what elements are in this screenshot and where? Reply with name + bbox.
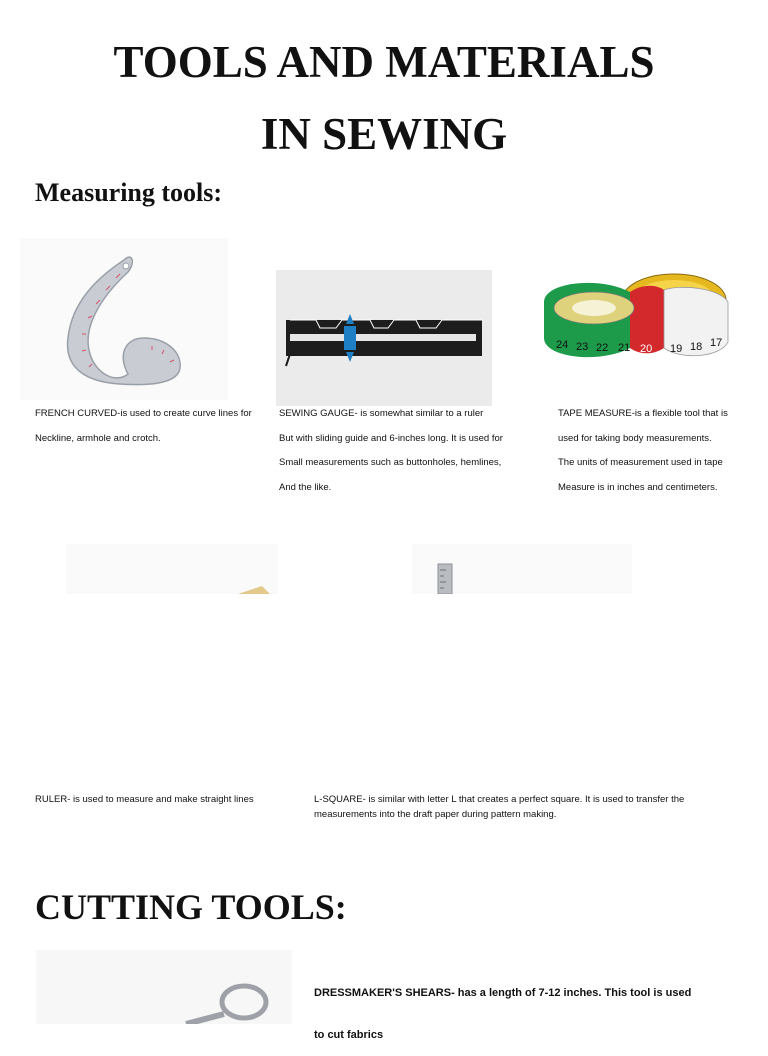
tape-number: 18: [690, 341, 703, 353]
caption-line: to cut fabrics: [314, 1029, 384, 1041]
measuring-tools-heading: Measuring tools:: [35, 178, 223, 207]
l-square-image: [412, 544, 632, 594]
sewing-gauge-image: [276, 270, 492, 406]
caption-line: RULER- is used to measure and make straight lines: [35, 794, 254, 805]
page-title-line-1: TOOLS AND MATERIALS: [113, 37, 655, 87]
page-title-line-2: IN SEWING: [260, 109, 508, 159]
sewing-gauge-caption: [279, 402, 529, 500]
caption-line: measurements into the draft paper during pattern making.: [314, 809, 557, 820]
shears-caption: [314, 972, 754, 1056]
caption-line: And the like.: [279, 481, 332, 493]
caption-line: DRESSMAKER'S SHEARS- has a length of 7-12 inches. This tool is used: [314, 987, 692, 999]
tape-measure-image: [530, 262, 740, 374]
tape-number: 22: [596, 342, 609, 354]
caption-line: used for taking body measurements.: [558, 432, 712, 444]
cutting-tools-heading: CUTTING TOOLS:: [35, 887, 347, 927]
tape-number: 21: [618, 342, 631, 354]
tape-number: 20: [640, 343, 653, 355]
caption-line: SEWING GAUGE- is somewhat similar to a ruler: [279, 408, 484, 419]
shears-image: [36, 950, 292, 1024]
french-curve-caption: [35, 402, 270, 451]
l-square-caption: [314, 792, 754, 822]
caption-line: Measure is in inches and centimeters.: [558, 481, 718, 493]
caption-line: L-SQUARE- is similar with letter L that creates a perfect square. It is used to transfer the: [314, 794, 685, 805]
french-curve-image: [20, 238, 228, 400]
tape-number: 17: [710, 337, 723, 349]
tape-number: 24: [556, 339, 569, 351]
tape-measure-caption: [558, 402, 758, 500]
caption-line: TAPE MEASURE-is a flexible tool that is: [558, 408, 728, 419]
caption-line: But with sliding guide and 6-inches long. It is used for: [279, 432, 503, 444]
tape-number: 23: [576, 341, 589, 353]
caption-line: FRENCH CURVED-is used to create curve lines for: [35, 408, 252, 419]
caption-line: The units of measurement used in tape: [558, 457, 723, 468]
ruler-caption: [35, 792, 305, 807]
caption-line: Neckline, armhole and crotch.: [35, 432, 161, 444]
caption-line: Small measurements such as buttonholes, hemlines,: [279, 457, 502, 468]
tape-number: 19: [670, 343, 683, 355]
ruler-image: [66, 544, 278, 594]
